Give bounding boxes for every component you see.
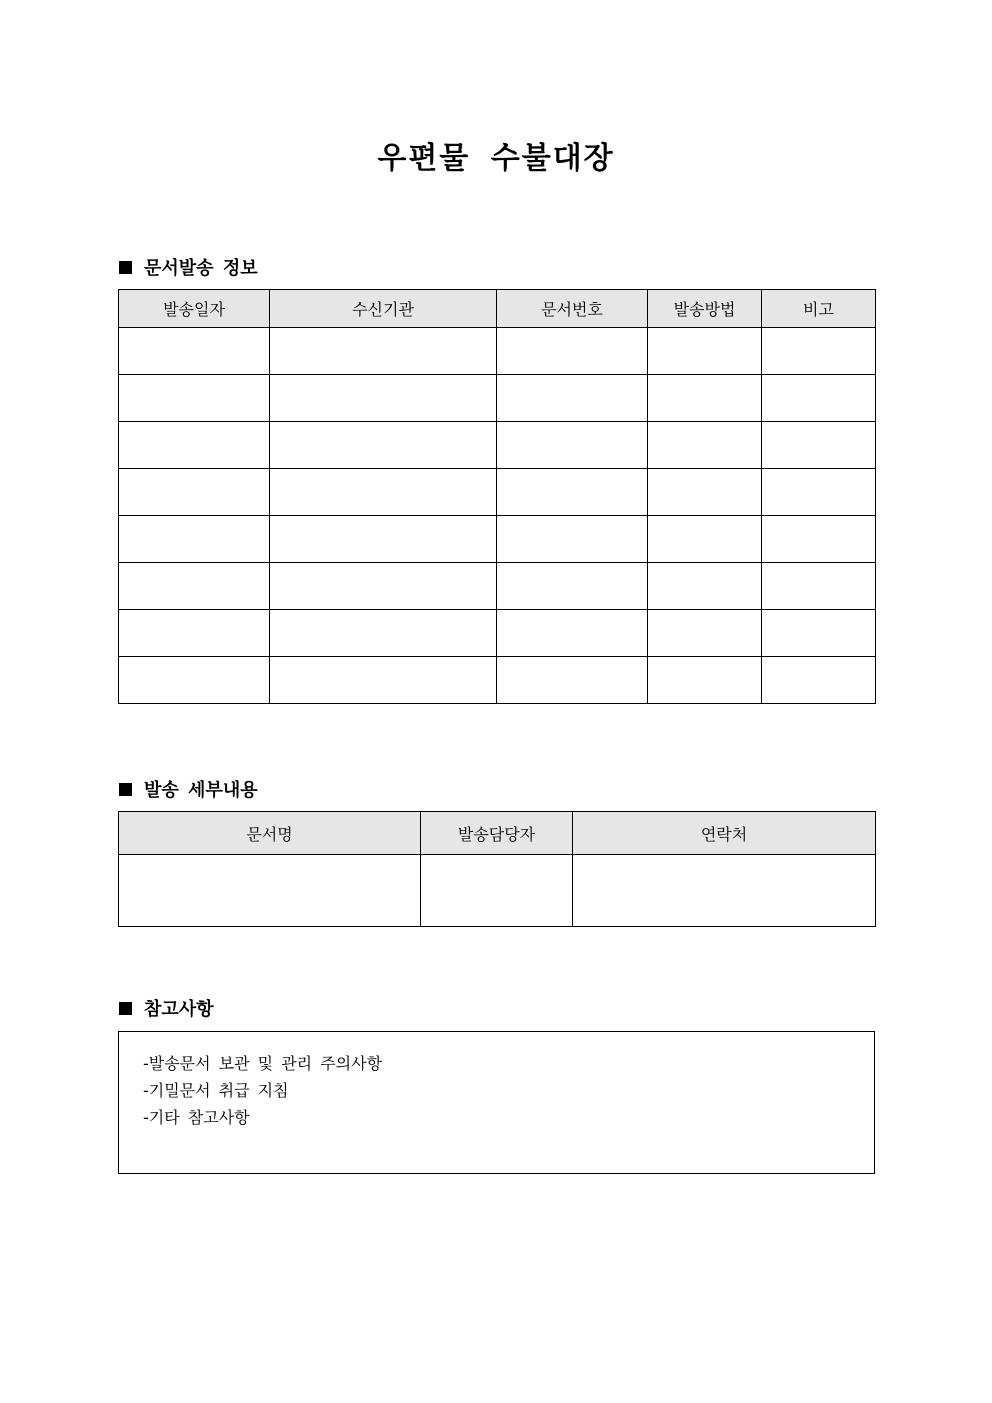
table-cell[interactable]: [119, 422, 270, 469]
table-cell[interactable]: [648, 422, 762, 469]
column-header-contact: 연락처: [573, 812, 876, 855]
table-cell[interactable]: [648, 328, 762, 375]
table-row: [119, 563, 876, 610]
notes-box[interactable]: [118, 1031, 875, 1174]
table-cell[interactable]: [270, 375, 497, 422]
table-cell[interactable]: [497, 375, 648, 422]
table-row: [119, 328, 876, 375]
square-bullet-icon: [119, 261, 132, 274]
table-cell[interactable]: [648, 657, 762, 704]
table-cell[interactable]: [762, 610, 876, 657]
table-cell[interactable]: [762, 657, 876, 704]
table-cell[interactable]: [497, 657, 648, 704]
table-header-row: [119, 812, 876, 855]
table-cell[interactable]: [648, 375, 762, 422]
table-cell[interactable]: [119, 563, 270, 610]
section-heading-notes: [119, 995, 214, 1021]
table-cell[interactable]: [119, 657, 270, 704]
table-cell[interactable]: [762, 516, 876, 563]
table-cell[interactable]: [497, 469, 648, 516]
section-heading-label: 발송 세부내용: [144, 780, 258, 801]
column-header-send-method: 발송방법: [648, 290, 762, 328]
square-bullet-icon: [119, 783, 132, 796]
column-header-document-number: 문서번호: [497, 290, 648, 328]
column-header-recipient-agency: 수신기관: [270, 290, 497, 328]
table-row: [119, 855, 876, 927]
table-cell[interactable]: [421, 855, 573, 927]
table-cell[interactable]: [648, 563, 762, 610]
page-title: 우편물 수불대장: [377, 141, 615, 176]
note-line: -기타 참고사항: [143, 1108, 250, 1127]
table-cell[interactable]: [762, 563, 876, 610]
dispatch-info-table: [118, 289, 876, 704]
table-cell[interactable]: [119, 328, 270, 375]
table-cell[interactable]: [497, 328, 648, 375]
table-cell[interactable]: [270, 422, 497, 469]
table-cell[interactable]: [270, 328, 497, 375]
table-row: [119, 610, 876, 657]
table-cell[interactable]: [762, 328, 876, 375]
column-header-sender-in-charge: 발송담당자: [421, 812, 573, 855]
table-cell[interactable]: [762, 375, 876, 422]
section-heading-label: 문서발송 정보: [144, 258, 258, 279]
table-cell[interactable]: [270, 469, 497, 516]
table-cell[interactable]: [270, 657, 497, 704]
table-row: [119, 422, 876, 469]
square-bullet-icon: [119, 1002, 132, 1015]
table-cell[interactable]: [497, 422, 648, 469]
table-row: [119, 657, 876, 704]
table-cell[interactable]: [497, 516, 648, 563]
table-row: [119, 469, 876, 516]
table-row: [119, 375, 876, 422]
table-cell[interactable]: [119, 855, 421, 927]
table-cell[interactable]: [497, 610, 648, 657]
table-cell[interactable]: [119, 516, 270, 563]
table-cell[interactable]: [762, 469, 876, 516]
note-line: -발송문서 보관 및 관리 주의사항: [143, 1054, 383, 1073]
table-cell[interactable]: [573, 855, 876, 927]
section-heading-detail: [119, 776, 258, 802]
table-cell[interactable]: [270, 563, 497, 610]
section-heading-dispatch: [119, 254, 258, 280]
table-cell[interactable]: [270, 516, 497, 563]
column-header-remarks: 비고: [762, 290, 876, 328]
table-cell[interactable]: [119, 375, 270, 422]
table-cell[interactable]: [648, 469, 762, 516]
table-cell[interactable]: [119, 469, 270, 516]
table-cell[interactable]: [270, 610, 497, 657]
table-cell[interactable]: [648, 516, 762, 563]
note-line: -기밀문서 취급 지침: [143, 1081, 289, 1100]
table-cell[interactable]: [762, 422, 876, 469]
column-header-document-name: 문서명: [119, 812, 421, 855]
column-header-send-date: 발송일자: [119, 290, 270, 328]
section-heading-label: 참고사항: [144, 999, 214, 1020]
table-cell[interactable]: [497, 563, 648, 610]
table-header-row: [119, 290, 876, 328]
table-cell[interactable]: [119, 610, 270, 657]
dispatch-detail-table: [118, 811, 876, 927]
table-cell[interactable]: [648, 610, 762, 657]
table-row: [119, 516, 876, 563]
